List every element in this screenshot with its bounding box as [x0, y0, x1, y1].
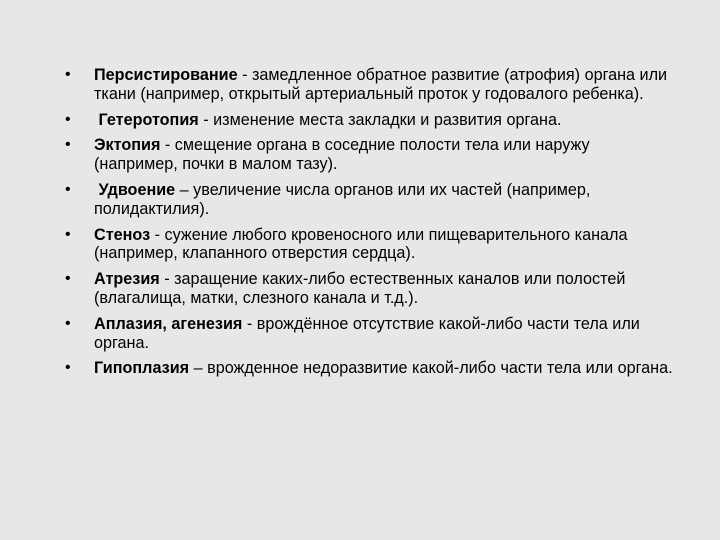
bullet-icon: • — [65, 225, 71, 243]
term-definition: - врождённое отсутствие какой-либо части тела или органа. — [94, 314, 640, 352]
term-definition: - заращение каких-либо естественных каналов или полостей (влагалища, матки, слезного канала и т.д.). — [94, 270, 626, 307]
list-item — [64, 359, 674, 378]
term-title: Стеноз — [94, 225, 151, 244]
bullet-icon: • — [65, 66, 71, 83]
list-item — [64, 270, 674, 308]
term-title: Удвоение — [94, 180, 176, 199]
term-definition: - изменение места закладки и развития органа. — [198, 110, 562, 129]
list-item — [64, 66, 674, 104]
list-item — [64, 136, 674, 174]
bullet-icon: • — [65, 314, 71, 332]
bullet-icon: • — [65, 110, 71, 128]
term-title: Эктопия — [94, 136, 161, 155]
term-definition: - сужение любого кровеносного или пищеварительного канала (например, клапанного отверстия сердца). — [94, 225, 628, 263]
term-definition: – увеличение числа органов или их частей (например, полидактилия). — [94, 180, 591, 218]
term-title: Атрезия — [94, 270, 160, 289]
term-title: Аплазия, агенезия — [94, 314, 243, 333]
term-definition: – врожденное недоразвитие какой-либо части тела или органа. — [189, 359, 673, 378]
list-item — [64, 315, 674, 353]
term-list — [64, 66, 674, 385]
term-definition: - замедленное обратное развитие (атрофия) органа или ткани (например, открытый артериальный проток у годовалого ребенка). — [94, 66, 668, 103]
term-title: Гетеротопия — [94, 110, 199, 129]
list-item — [64, 111, 674, 130]
bullet-icon: • — [65, 180, 71, 198]
bullet-icon: • — [65, 136, 71, 154]
list-item — [64, 226, 674, 264]
bullet-icon: • — [65, 359, 71, 377]
term-title: Персистирование — [94, 66, 238, 84]
term-definition: - смещение органа в соседние полости тела или наружу (например, почки в малом тазу). — [94, 136, 590, 174]
term-title: Гипоплазия — [94, 359, 190, 378]
bullet-icon: • — [65, 270, 71, 288]
list-item — [64, 181, 674, 219]
